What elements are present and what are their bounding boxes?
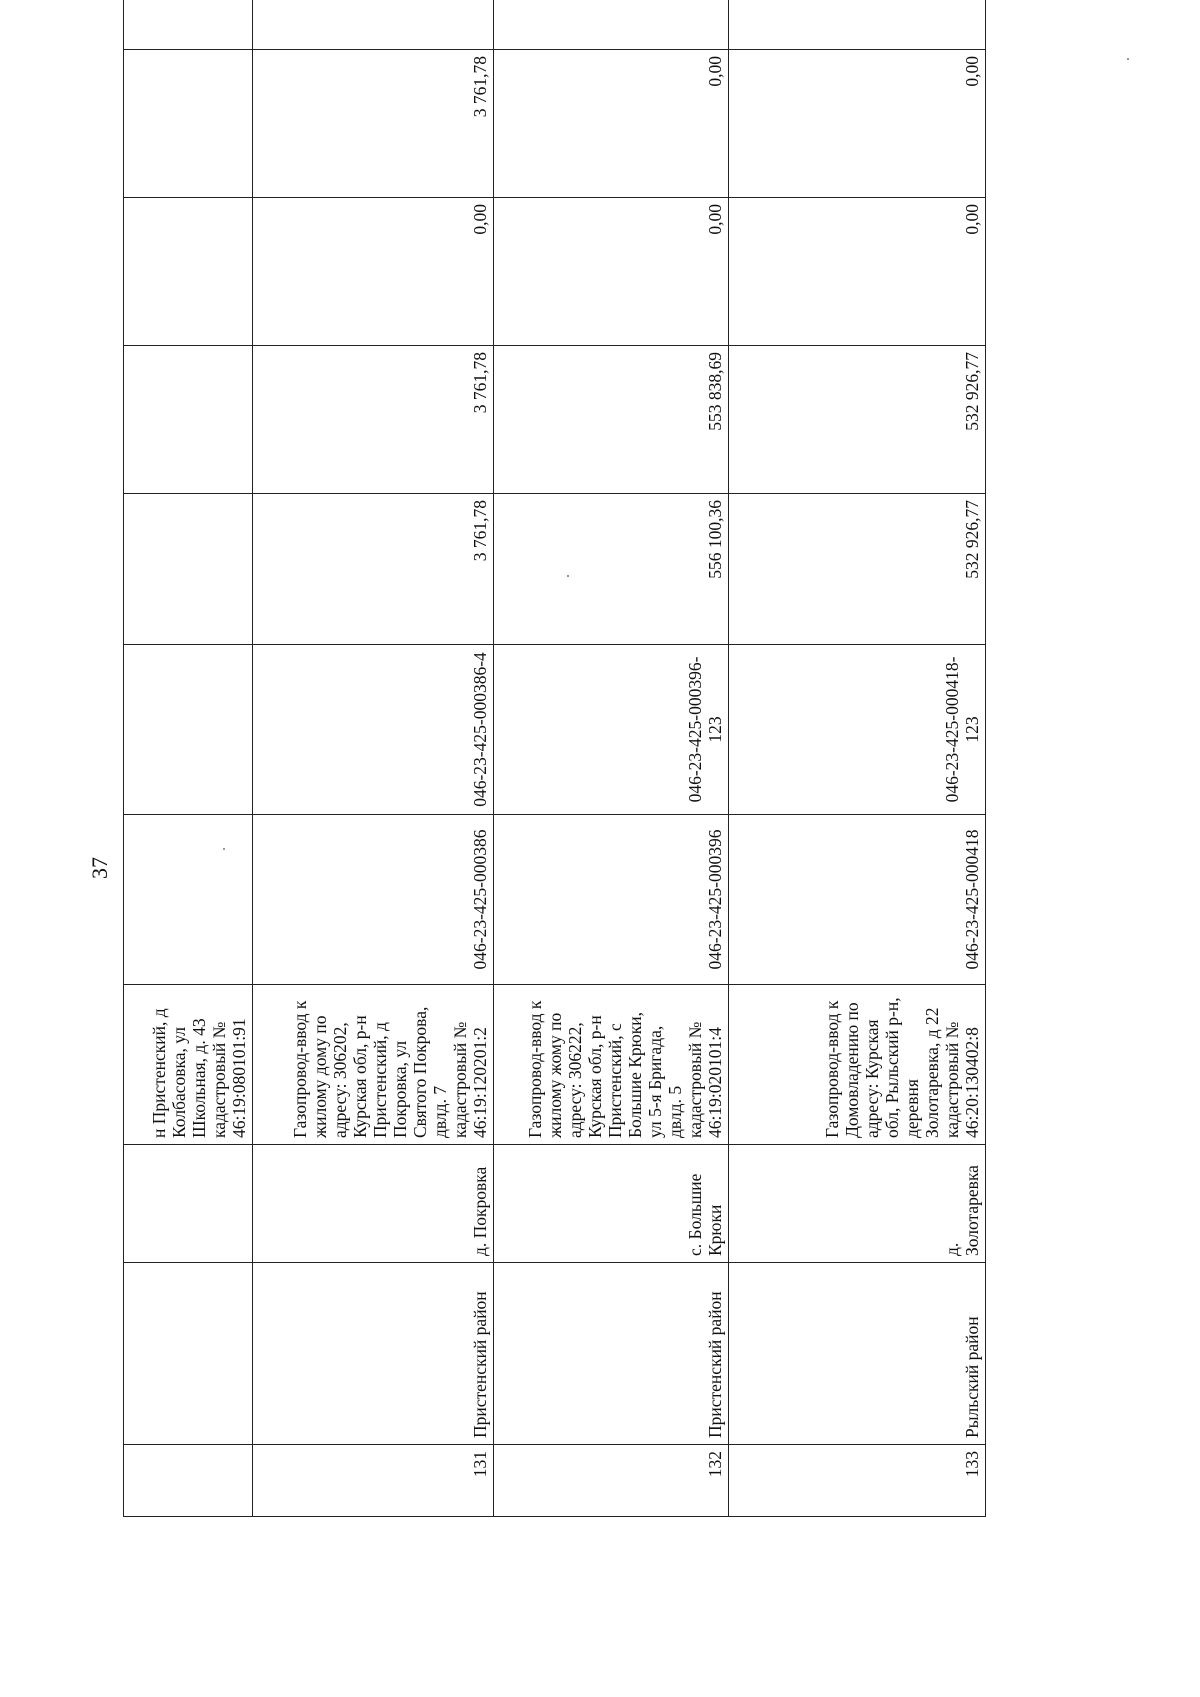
table-row [494,0,729,1517]
table-row [729,0,986,1517]
value-cell-2: 532 926,77 [729,346,986,494]
table-row [124,0,253,1517]
value-cell-1: 3 761,78 [253,494,494,645]
object-number-cell: 046-23-425-000396-123 [494,645,729,815]
district-cell: Пристенский район [253,1263,494,1445]
value-cell-4: 3 761,78 [253,50,494,198]
value-cell-4 [124,50,253,198]
locality-cell: с. Большие Крюки [494,1145,729,1263]
row-number-cell [124,1445,253,1517]
value-cell-5 [124,0,253,50]
rotated-table-frame [123,56,1200,1478]
object-number-cell: 046-23-425-000418-123 [729,645,986,815]
inventory-number-cell [124,815,253,985]
row-number-cell: 132 [494,1445,729,1517]
value-cell-2: 553 838,69 [494,346,729,494]
inventory-number-cell: 046-23-425-000418 [729,815,986,985]
row-number-cell: 131 [253,1445,494,1517]
value-cell-2: 3 761,78 [253,346,494,494]
inventory-number-cell: 046-23-425-000386 [253,815,494,985]
value-cell-3: 0,00 [729,198,986,346]
scan-speck [1127,58,1129,60]
value-cell-2 [124,346,253,494]
page-number: 37 [87,857,112,879]
locality-cell: д. Покровка [253,1145,494,1263]
locality-cell: д. Золотаревка [729,1145,986,1263]
district-cell: Рыльский район [729,1263,986,1445]
object-number-cell: 046-23-425-000386-4 [253,645,494,815]
description-cell: Газопровод-ввод к жилому жому по адресу: 306222, Курская обл, р-н Пристенский, с Большие Крюки, ул 5-я Бригада, двлд. 5 кадастровый № 46:19:020101:4 [494,985,729,1145]
inventory-number-cell: 046-23-425-000396 [494,815,729,985]
description-cell: Газопровод-ввод к Домовладению по адресу: Курская обл, Рыльский р-н, деревня Золотаревка, д 22 кадастровый № 46:20:130402:8 [729,985,986,1145]
value-cell-5 [729,0,986,50]
value-cell-3 [124,198,253,346]
district-cell: Пристенский район [494,1263,729,1445]
description-cell: н Пристенский, д Колбасовка, ул Школьная, д. 43 кадастровый № 46:19:080101:91 [124,985,253,1145]
district-cell [124,1263,253,1445]
locality-cell [124,1145,253,1263]
value-cell-4: 0,00 [494,50,729,198]
value-cell-1: 556 100,36 [494,494,729,645]
value-cell-3: 0,00 [253,198,494,346]
value-cell-4: 0,00 [729,50,986,198]
value-cell-5 [253,0,494,50]
description-cell: Газопровод-ввод к жилому дому по адресу: 306202, Курская обл, р-н Пристенский, д Покровка, ул Святого Покрова, двлд. 7 кадастровый № 46:19:120201:2 [253,985,494,1145]
rotated-table-inner [123,56,985,1517]
value-cell-1 [124,494,253,645]
register-table [123,0,986,1517]
row-number-cell: 133 [729,1445,986,1517]
value-cell-5 [494,0,729,50]
value-cell-3: 0,00 [494,198,729,346]
value-cell-1: 532 926,77 [729,494,986,645]
object-number-cell [124,645,253,815]
table-row [253,0,494,1517]
